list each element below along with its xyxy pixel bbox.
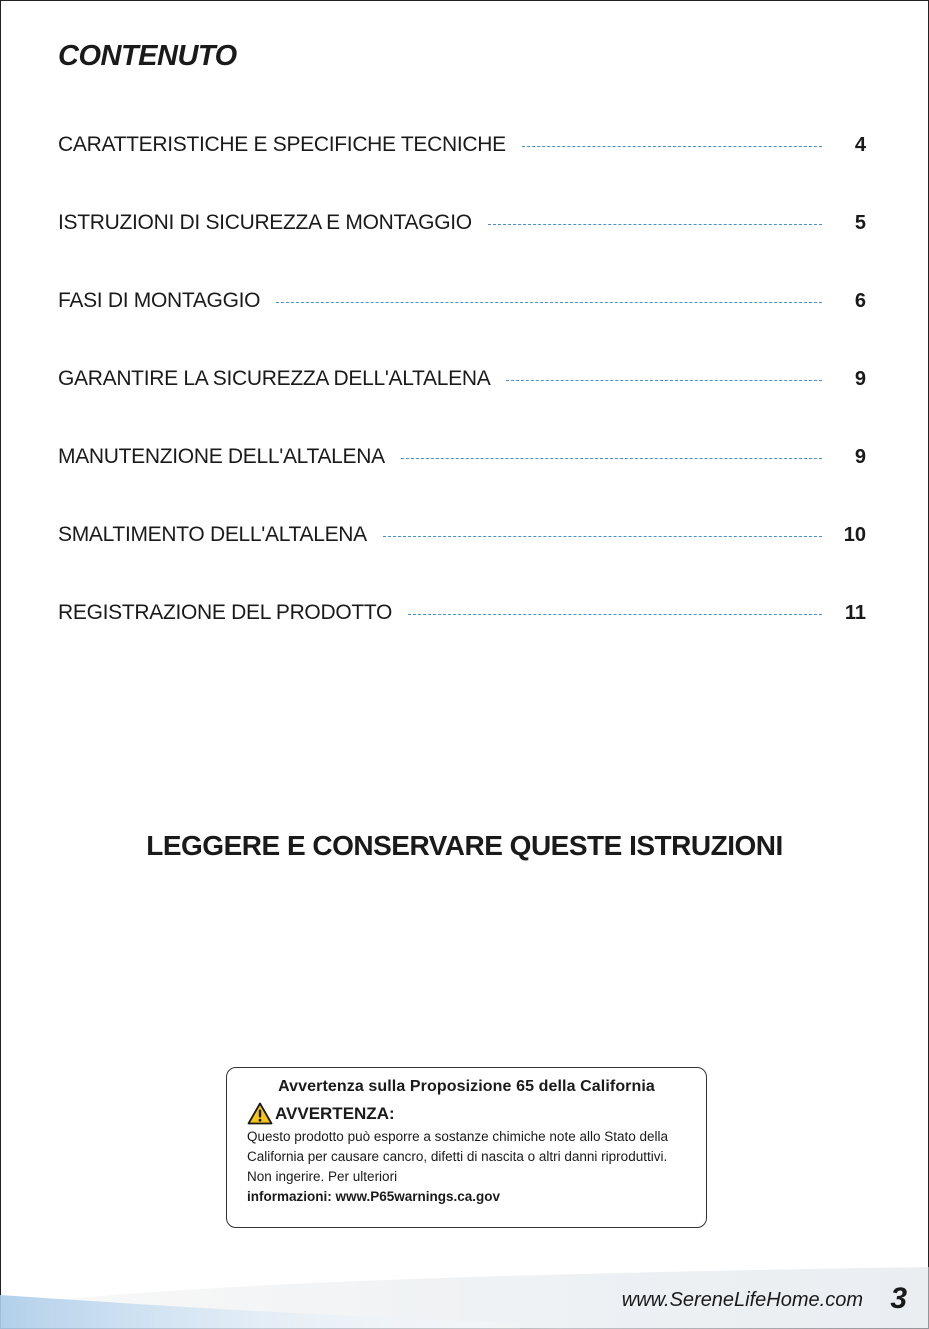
- toc-row[interactable]: [58, 440, 866, 518]
- prop65-title: Avvertenza sulla Proposizione 65 della California: [278, 1078, 655, 1095]
- read-and-keep-notice: LEGGERE E CONSERVARE QUESTE ISTRUZIONI: [146, 830, 783, 861]
- website-url[interactable]: www.SereneLifeHome.com: [621, 1289, 863, 1311]
- toc-dotted-leader: [488, 224, 822, 225]
- toc-page-number: 9: [854, 368, 866, 390]
- prop65-info-link[interactable]: informazioni: www.P65warnings.ca.gov: [247, 1189, 501, 1204]
- toc-row[interactable]: [58, 362, 866, 440]
- prop65-warning-label: AVVERTENZA:: [275, 1103, 395, 1123]
- toc-entry-label: FASI DI MONTAGGIO: [58, 289, 261, 312]
- toc-entry-label: ISTRUZIONI DI SICUREZZA E MONTAGGIO: [58, 211, 472, 234]
- toc-dotted-leader: [401, 458, 822, 459]
- toc-entry-label: REGISTRAZIONE DEL PRODOTTO: [58, 601, 393, 624]
- toc-dotted-leader: [276, 302, 822, 303]
- prop65-warning-heading: [247, 1102, 686, 1125]
- toc-entry-label: MANUTENZIONE DELL'ALTALENA: [58, 445, 385, 468]
- toc-page-number: 6: [854, 290, 866, 312]
- toc-row[interactable]: [58, 206, 866, 284]
- prop65-body: Questo prodotto può esporre a sostanze chimiche note allo Stato della California per causare cancro, difetti di nascita o altri danni riproduttivi. Non ingerire. Per ulteriori: [247, 1129, 669, 1184]
- toc-page-number: 10: [843, 524, 866, 546]
- toc-dotted-leader: [408, 614, 822, 615]
- toc-dotted-leader: [522, 146, 822, 147]
- toc-entry-label: SMALTIMENTO DELL'ALTALENA: [58, 523, 367, 546]
- toc-page-number: 9: [854, 446, 866, 468]
- prop65-body-text: [247, 1127, 687, 1207]
- page-number: 3: [890, 1282, 907, 1315]
- toc-dotted-leader: [383, 536, 822, 537]
- toc-page-number: 11: [844, 602, 866, 624]
- prop65-warning-box: [226, 1067, 707, 1228]
- toc-page-number: 4: [854, 134, 866, 156]
- warning-triangle-icon: [247, 1102, 273, 1125]
- toc-page-number: 5: [854, 212, 866, 234]
- toc-row[interactable]: [58, 518, 866, 596]
- toc-row[interactable]: [58, 128, 866, 206]
- toc-entry-label: GARANTIRE LA SICUREZZA DELL'ALTALENA: [58, 367, 491, 390]
- toc-dotted-leader: [506, 380, 822, 381]
- page-title: CONTENUTO: [58, 40, 237, 72]
- toc-row[interactable]: [58, 596, 866, 674]
- toc-row[interactable]: [58, 284, 866, 362]
- table-of-contents: [58, 128, 866, 674]
- toc-entry-label: CARATTERISTICHE E SPECIFICHE TECNICHE: [58, 133, 506, 156]
